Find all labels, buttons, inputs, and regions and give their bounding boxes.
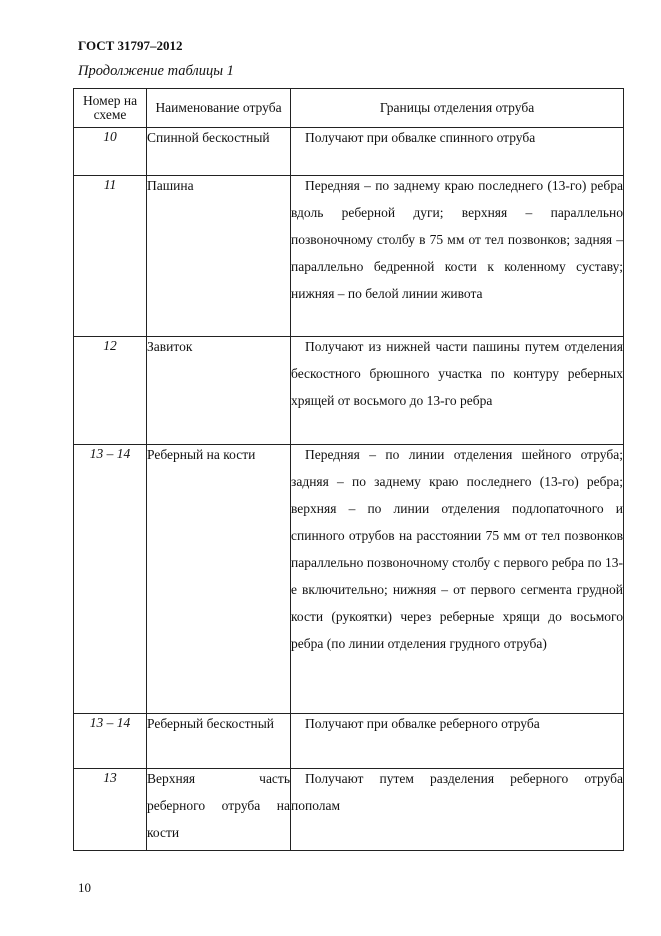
row-name [147, 714, 291, 769]
row-description-text: Передняя – по заднему краю последнего (13-го) ребра вдоль реберной дуги; верхняя – параллельно позвоночному столбу в 75 мм от тел позвонков; задняя – параллельно бедренной кости к коленному суставу; нижняя – по белой линии живота [291, 178, 623, 301]
row-name-text: Завиток [147, 339, 193, 354]
row-description-text: Получают из нижней части пашины путем отделения бескостного брюшного участка по контуру реберных хрящей от восьмого до 13-го ребра [291, 339, 623, 408]
table-caption: Продолжение таблицы 1 [78, 63, 234, 79]
table-row [74, 337, 624, 445]
column-header-name: Наименование отруба [147, 89, 291, 128]
row-name [147, 445, 291, 714]
row-description-text: Передняя – по линии отделения шейного отруба; задняя – по заднему краю последнего (13-го) ребра; верхняя – по линии отделения подлопаточного и спинного отрубов на расстоянии 75 мм от тел позвонков параллельно позвоночному столбу с первого ребра по 13-е включительно; нижняя – от первого сегмента грудной кости (рукоятки) через реберные хрящи до восьмого ребра (по линии отделения грудного отруба) [291, 447, 623, 651]
row-name [147, 337, 291, 445]
row-number: 13 – 14 [74, 445, 147, 714]
table-row [74, 128, 624, 176]
column-header-boundaries: Границы отделения отруба [291, 89, 624, 128]
row-description [291, 714, 624, 769]
row-name-text: Реберный бескостный [147, 716, 275, 731]
table-row [74, 714, 624, 769]
row-name-text: Верхняя часть реберного отруба на кости [147, 771, 290, 840]
table-header-row [74, 89, 624, 128]
row-name-text: Реберный на кости [147, 447, 256, 462]
row-number: 12 [74, 337, 147, 445]
table-row [74, 445, 624, 714]
row-description [291, 445, 624, 714]
row-description [291, 337, 624, 445]
row-number: 11 [74, 176, 147, 337]
row-name [147, 176, 291, 337]
row-description [291, 769, 624, 851]
row-number: 13 [74, 769, 147, 851]
row-description [291, 176, 624, 337]
page-number: 10 [78, 880, 91, 895]
row-description [291, 128, 624, 176]
row-name-text: Спинной бескостный [147, 130, 270, 145]
row-description-text: Получают при обвалке спинного отруба [305, 130, 536, 145]
row-name-text: Пашина [147, 178, 194, 193]
cuts-table [73, 88, 624, 851]
row-name [147, 128, 291, 176]
row-description-text: Получают путем разделения реберного отруба пополам [291, 771, 623, 813]
column-header-number: Номер на схеме [74, 89, 147, 128]
document-code: ГОСТ 31797–2012 [78, 38, 183, 53]
row-description-text: Получают при обвалке реберного отруба [305, 716, 540, 731]
row-name [147, 769, 291, 851]
table-row [74, 769, 624, 851]
row-number: 10 [74, 128, 147, 176]
table-row [74, 176, 624, 337]
row-number: 13 – 14 [74, 714, 147, 769]
